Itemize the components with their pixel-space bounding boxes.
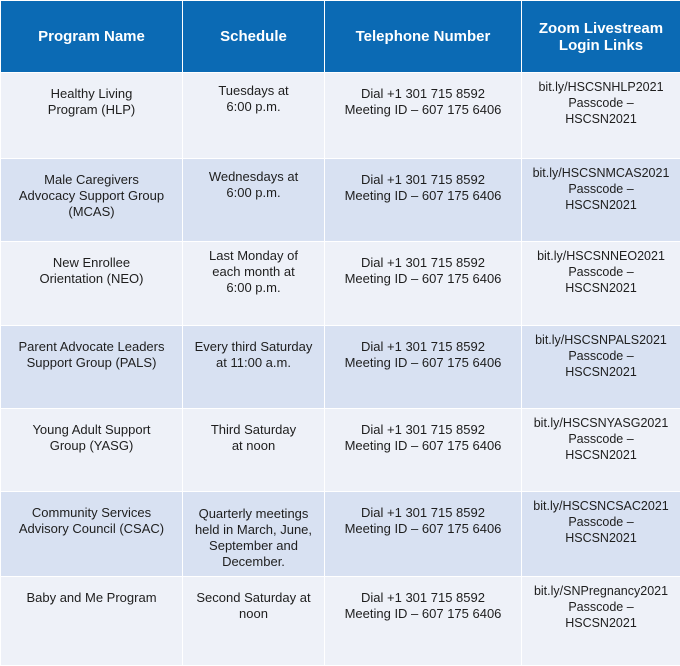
telephone-cell	[325, 326, 522, 409]
telephone-cell	[325, 159, 522, 242]
program-name-line: Parent Advocate Leaders	[4, 339, 179, 355]
schedule-line: Last Monday of	[186, 248, 321, 264]
telephone-cell	[325, 73, 522, 159]
program-name-line: Group (YASG)	[4, 438, 179, 454]
table-row	[1, 409, 680, 492]
program-name-line: (MCAS)	[4, 204, 179, 220]
program-name-line: Healthy Living	[4, 86, 179, 102]
zoom-link-cell	[522, 577, 680, 666]
program-name-cell	[1, 577, 183, 666]
table-row	[1, 159, 680, 242]
passcode-label: Passcode –	[523, 348, 679, 364]
passcode-value: HSCSN2021	[523, 615, 679, 631]
header-program-name: Program Name	[1, 1, 183, 73]
schedule-line: Second Saturday at	[186, 590, 321, 606]
dial-number: Dial +1 301 715 8592	[328, 422, 518, 438]
schedule-line: 6:00 p.m.	[186, 185, 321, 201]
passcode-label: Passcode –	[523, 181, 679, 197]
header-telephone-number: Telephone Number	[325, 1, 522, 73]
telephone-cell	[325, 409, 522, 492]
table-row	[1, 242, 680, 326]
header-zoom-line-2: Login Links	[524, 37, 678, 54]
program-name-line: Program (HLP)	[4, 102, 179, 118]
program-name-line: Young Adult Support	[4, 422, 179, 438]
dial-number: Dial +1 301 715 8592	[328, 505, 518, 521]
meeting-id: Meeting ID – 607 175 6406	[328, 606, 518, 622]
table-header-row	[1, 1, 680, 73]
schedule-line: noon	[186, 606, 321, 622]
schedule-line: at noon	[186, 438, 321, 454]
program-name-cell	[1, 73, 183, 159]
telephone-cell	[325, 242, 522, 326]
zoom-link[interactable]: bit.ly/HSCSNHLP2021	[523, 79, 679, 95]
schedule-line: 6:00 p.m.	[186, 280, 321, 296]
passcode-value: HSCSN2021	[523, 364, 679, 380]
header-zoom-links	[522, 1, 680, 73]
meeting-id: Meeting ID – 607 175 6406	[328, 188, 518, 204]
program-name-line: New Enrollee	[4, 255, 179, 271]
program-name-cell	[1, 326, 183, 409]
table-row	[1, 73, 680, 159]
passcode-label: Passcode –	[523, 431, 679, 447]
schedule-line: Tuesdays at	[186, 83, 321, 99]
zoom-link[interactable]: bit.ly/HSCSNCSAC2021	[523, 498, 679, 514]
program-name-cell	[1, 242, 183, 326]
program-name-line: Community Services	[4, 505, 179, 521]
schedule-line: Third Saturday	[186, 422, 321, 438]
zoom-link-cell	[522, 73, 680, 159]
passcode-label: Passcode –	[523, 599, 679, 615]
schedule-line: Quarterly meetings	[186, 506, 321, 522]
program-name-line: Baby and Me Program	[4, 590, 179, 606]
zoom-link[interactable]: bit.ly/HSCSNYASG2021	[523, 415, 679, 431]
zoom-link[interactable]: bit.ly/SNPregnancy2021	[523, 583, 679, 599]
header-schedule: Schedule	[183, 1, 325, 73]
program-name-line: Advocacy Support Group	[4, 188, 179, 204]
schedule-line: at 11:00 a.m.	[186, 355, 321, 371]
schedule-line: Every third Saturday	[186, 339, 321, 355]
schedule-line: 6:00 p.m.	[186, 99, 321, 115]
telephone-cell	[325, 577, 522, 666]
program-name-cell	[1, 159, 183, 242]
passcode-value: HSCSN2021	[523, 447, 679, 463]
telephone-cell	[325, 492, 522, 577]
schedule-line: each month at	[186, 264, 321, 280]
schedule-line: Wednesdays at	[186, 169, 321, 185]
passcode-value: HSCSN2021	[523, 530, 679, 546]
schedule-cell	[183, 577, 325, 666]
table-row	[1, 577, 680, 666]
meeting-id: Meeting ID – 607 175 6406	[328, 355, 518, 371]
program-name-cell	[1, 409, 183, 492]
dial-number: Dial +1 301 715 8592	[328, 590, 518, 606]
passcode-label: Passcode –	[523, 95, 679, 111]
schedule-line: September and	[186, 538, 321, 554]
zoom-link-cell	[522, 326, 680, 409]
program-name-cell	[1, 492, 183, 577]
schedule-cell	[183, 73, 325, 159]
passcode-value: HSCSN2021	[523, 280, 679, 296]
zoom-link-cell	[522, 409, 680, 492]
meeting-id: Meeting ID – 607 175 6406	[328, 102, 518, 118]
schedule-cell	[183, 409, 325, 492]
passcode-label: Passcode –	[523, 264, 679, 280]
table-row	[1, 492, 680, 577]
passcode-value: HSCSN2021	[523, 111, 679, 127]
schedule-line: December.	[186, 554, 321, 570]
meeting-id: Meeting ID – 607 175 6406	[328, 521, 518, 537]
schedule-cell	[183, 492, 325, 577]
zoom-link[interactable]: bit.ly/HSCSNMCAS2021	[523, 165, 679, 181]
meeting-id: Meeting ID – 607 175 6406	[328, 271, 518, 287]
zoom-link[interactable]: bit.ly/HSCSNPALS2021	[523, 332, 679, 348]
program-name-line: Advisory Council (CSAC)	[4, 521, 179, 537]
schedule-cell	[183, 326, 325, 409]
passcode-label: Passcode –	[523, 514, 679, 530]
schedule-line: held in March, June,	[186, 522, 321, 538]
dial-number: Dial +1 301 715 8592	[328, 339, 518, 355]
header-zoom-line-1: Zoom Livestream	[524, 20, 678, 37]
zoom-link-cell	[522, 159, 680, 242]
meeting-id: Meeting ID – 607 175 6406	[328, 438, 518, 454]
zoom-link-cell	[522, 242, 680, 326]
dial-number: Dial +1 301 715 8592	[328, 86, 518, 102]
program-name-line: Support Group (PALS)	[4, 355, 179, 371]
schedule-cell	[183, 159, 325, 242]
program-name-line: Male Caregivers	[4, 172, 179, 188]
dial-number: Dial +1 301 715 8592	[328, 255, 518, 271]
schedule-cell	[183, 242, 325, 326]
program-name-line: Orientation (NEO)	[4, 271, 179, 287]
zoom-link[interactable]: bit.ly/HSCSNNEO2021	[523, 248, 679, 264]
passcode-value: HSCSN2021	[523, 197, 679, 213]
dial-number: Dial +1 301 715 8592	[328, 172, 518, 188]
zoom-link-cell	[522, 492, 680, 577]
table-row	[1, 326, 680, 409]
